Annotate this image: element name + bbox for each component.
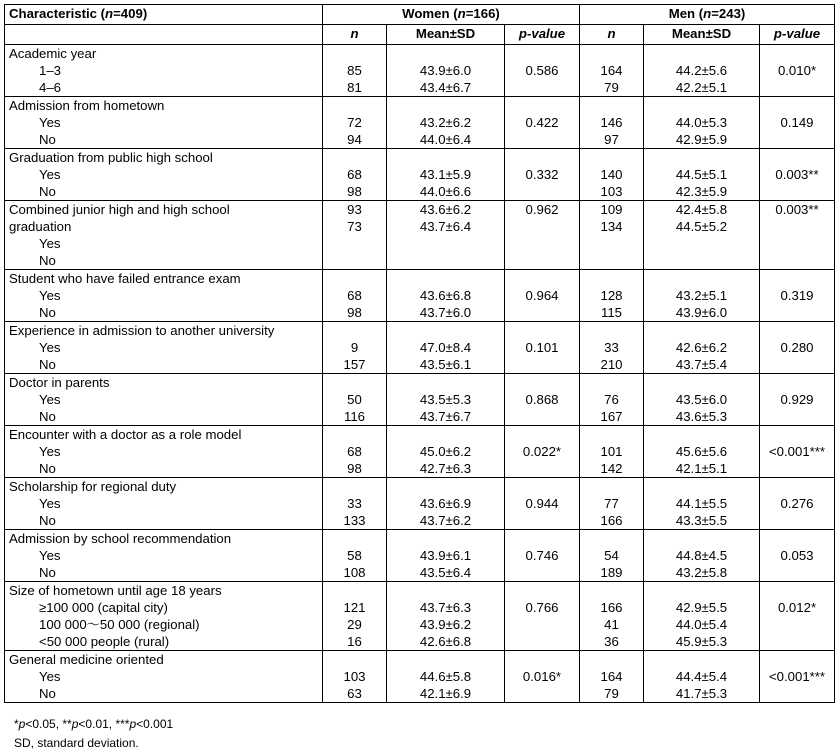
men-n-value: 33: [604, 340, 619, 355]
men-p-header: [760, 25, 835, 45]
table-row: [5, 426, 835, 478]
men-p-cell: [760, 201, 835, 270]
men-p-value: 0.012*: [777, 600, 817, 615]
men-n-cell: [580, 426, 644, 478]
women-p-cell: [505, 149, 580, 201]
women-n-value: 63: [347, 686, 362, 701]
men-mean-value: 43.5±6.0: [675, 392, 728, 407]
characteristic-title: Graduation from public high school: [9, 150, 213, 165]
table-row: [5, 478, 835, 530]
men-p-cell: [760, 45, 835, 97]
characteristic-level: No: [39, 686, 56, 701]
women-p-cell: [505, 582, 580, 651]
men-mean-value: 42.2±5.1: [675, 80, 728, 95]
men-mean-cell: [644, 149, 760, 201]
table-row: [5, 530, 835, 582]
men-mean-cell: [644, 374, 760, 426]
characteristic-level: 4–6: [39, 80, 62, 95]
men-n-value: 115: [600, 305, 623, 320]
characteristic-cell: [5, 45, 323, 97]
characteristic-level: Yes: [39, 444, 61, 459]
characteristic-title: Admission by school recommendation: [9, 531, 232, 546]
men-n-value: 146: [600, 115, 623, 130]
men-n-value: 189: [600, 565, 623, 580]
footnote-significance: *p<0.05, **p<0.01, ***p<0.001: [14, 717, 174, 731]
men-n-cell: [580, 270, 644, 322]
characteristics-table: [4, 4, 835, 703]
men-mean-value: 43.9±6.0: [675, 305, 728, 320]
characteristic-title: Student who have failed entrance exam: [9, 271, 241, 286]
men-mean-value: 43.6±5.3: [675, 409, 728, 424]
women-n-value: 93: [347, 202, 362, 217]
men-mean-value: 44.5±5.2: [675, 219, 728, 234]
women-p-header-label: p-value: [518, 26, 566, 41]
men-n-cell: [580, 478, 644, 530]
women-n-value: 72: [347, 115, 362, 130]
characteristic-cell: [5, 426, 323, 478]
men-mean-cell: [644, 530, 760, 582]
men-mean-cell: [644, 426, 760, 478]
men-n-cell: [580, 374, 644, 426]
women-n-cell: [323, 322, 387, 374]
characteristic-cell: [5, 478, 323, 530]
characteristic-header-label: Characteristic: [9, 6, 97, 21]
characteristic-cell: [5, 149, 323, 201]
women-n-value: 73: [347, 219, 362, 234]
women-n-value: 33: [347, 496, 362, 511]
men-mean-header: Mean±SD: [644, 25, 760, 45]
women-n-value: 29: [347, 617, 362, 632]
characteristic-cell: [5, 322, 323, 374]
subheader-blank: [5, 25, 323, 45]
characteristic-level: <50 000 people (rural): [39, 634, 170, 649]
characteristic-cell: [5, 582, 323, 651]
men-n-value: 164: [600, 669, 623, 684]
characteristic-level: Yes: [39, 340, 61, 355]
characteristic-level: No: [39, 461, 56, 476]
women-p-cell: [505, 270, 580, 322]
women-n-cell: [323, 201, 387, 270]
men-n-header-label: n: [607, 26, 616, 41]
characteristic-level: No: [39, 184, 56, 199]
men-p-cell: [760, 582, 835, 651]
men-mean-value: 43.3±5.5: [675, 513, 728, 528]
characteristic-level: No: [39, 357, 56, 372]
men-mean-value: 44.1±5.5: [675, 496, 728, 511]
men-n-cell: [580, 322, 644, 374]
women-mean-cell: [387, 270, 505, 322]
women-mean-value: 43.9±6.2: [419, 617, 472, 632]
women-p-cell: [505, 97, 580, 149]
women-mean-value: 44.6±5.8: [419, 669, 472, 684]
men-mean-value: 42.4±5.8: [675, 202, 728, 217]
women-p-cell: [505, 201, 580, 270]
men-mean-cell: [644, 201, 760, 270]
men-n-value: 134: [600, 219, 623, 234]
men-mean-value: 42.1±5.1: [675, 461, 728, 476]
table-row: [5, 651, 835, 703]
characteristic-title: Encounter with a doctor as a role model: [9, 427, 242, 442]
women-n-cell: [323, 45, 387, 97]
women-mean-value: 42.6±6.8: [419, 634, 472, 649]
men-mean-value: 41.7±5.3: [675, 686, 728, 701]
women-header: [323, 5, 580, 25]
women-p-cell: [505, 426, 580, 478]
women-p-cell: [505, 651, 580, 703]
subheader-row: [5, 25, 835, 45]
men-n-value: 76: [604, 392, 619, 407]
women-n-value: 81: [347, 80, 362, 95]
men-mean-value: 43.2±5.1: [675, 288, 728, 303]
women-p-value: 0.022*: [522, 444, 562, 459]
table-row: [5, 149, 835, 201]
characteristic-cell: [5, 201, 323, 270]
women-mean-value: 42.7±6.3: [419, 461, 472, 476]
women-mean-cell: [387, 322, 505, 374]
women-mean-cell: [387, 45, 505, 97]
men-n-value: 79: [604, 80, 619, 95]
men-n-cell: [580, 45, 644, 97]
women-mean-value: 42.1±6.9: [419, 686, 472, 701]
men-n-value: 77: [604, 496, 619, 511]
table-body: [5, 45, 835, 703]
table-row: [5, 374, 835, 426]
table-row: [5, 97, 835, 149]
characteristic-level: Yes: [39, 167, 61, 182]
men-n-value: 36: [604, 634, 619, 649]
men-n-value: 54: [604, 548, 619, 563]
men-p-value: <0.001***: [768, 444, 826, 459]
women-p-cell: [505, 530, 580, 582]
women-n-value: 98: [347, 184, 362, 199]
women-n-cell: [323, 651, 387, 703]
men-n-value: 166: [600, 513, 623, 528]
men-p-value: 0.003**: [775, 202, 819, 217]
men-mean-value: 44.8±4.5: [675, 548, 728, 563]
characteristic-level: Yes: [39, 548, 61, 563]
women-p-value: 0.586: [525, 63, 559, 78]
women-p-value: 0.868: [525, 392, 559, 407]
women-mean-cell: [387, 426, 505, 478]
characteristic-level: Yes: [39, 496, 61, 511]
table-row: [5, 201, 835, 270]
women-mean-cell: [387, 530, 505, 582]
characteristic-title: Size of hometown until age 18 years: [9, 583, 222, 598]
men-mean-value: 44.0±5.4: [675, 617, 728, 632]
women-header-label: Women: [402, 6, 450, 21]
women-n-cell: [323, 97, 387, 149]
women-n-value: 98: [347, 461, 362, 476]
women-mean-value: 43.9±6.0: [419, 63, 472, 78]
men-p-value: 0.149: [780, 115, 814, 130]
men-p-value: 0.280: [780, 340, 814, 355]
women-p-value: 0.944: [525, 496, 559, 511]
characteristic-level: Yes: [39, 392, 61, 407]
characteristic-level: Yes: [39, 115, 61, 130]
characteristic-level: ≥100 000 (capital city): [39, 600, 168, 615]
characteristic-title: graduation: [9, 219, 72, 234]
table-wrapper: [4, 4, 834, 703]
characteristic-cell: [5, 530, 323, 582]
women-mean-cell: [387, 149, 505, 201]
women-p-value: 0.964: [525, 288, 559, 303]
women-p-value: 0.766: [525, 600, 559, 615]
men-n-cell: [580, 97, 644, 149]
men-p-cell: [760, 270, 835, 322]
characteristic-title: Admission from hometown: [9, 98, 165, 113]
women-mean-cell: [387, 97, 505, 149]
women-n-value: 85: [347, 63, 362, 78]
men-mean-value: 43.7±5.4: [675, 357, 728, 372]
men-mean-cell: [644, 97, 760, 149]
men-n-value: 140: [600, 167, 623, 182]
women-n-value: 98: [347, 305, 362, 320]
men-n-value: 101: [600, 444, 623, 459]
women-mean-value: 43.7±6.2: [419, 513, 472, 528]
characteristic-level: Yes: [39, 669, 61, 684]
characteristic-header-n: (n=409): [100, 6, 148, 21]
women-p-value: 0.746: [525, 548, 559, 563]
women-mean-value: 43.6±6.8: [419, 288, 472, 303]
men-p-value: 0.929: [780, 392, 814, 407]
men-n-value: 103: [600, 184, 623, 199]
women-n-value: 50: [347, 392, 362, 407]
women-n-value: 68: [347, 444, 362, 459]
women-mean-value: 43.5±6.1: [419, 357, 472, 372]
characteristic-title: Experience in admission to another university: [9, 323, 275, 338]
men-n-value: 166: [600, 600, 623, 615]
men-p-cell: [760, 97, 835, 149]
men-mean-cell: [644, 45, 760, 97]
men-n-value: 164: [600, 63, 623, 78]
women-mean-header: Mean±SD: [387, 25, 505, 45]
women-mean-value: 43.9±6.1: [419, 548, 472, 563]
women-n-value: 133: [343, 513, 366, 528]
men-p-value: <0.001***: [768, 669, 826, 684]
characteristic-level: 100 000～50 000 (regional): [39, 617, 200, 632]
men-mean-value: 42.3±5.9: [675, 184, 728, 199]
men-p-value: 0.319: [780, 288, 814, 303]
women-n-cell: [323, 426, 387, 478]
men-header: [580, 5, 835, 25]
women-p-value: 0.422: [525, 115, 559, 130]
header-row: [5, 5, 835, 25]
women-n-cell: [323, 149, 387, 201]
women-p-header: [505, 25, 580, 45]
men-p-value: 0.003**: [775, 167, 819, 182]
women-p-value: 0.101: [525, 340, 559, 355]
women-mean-value: 43.1±5.9: [419, 167, 472, 182]
men-p-header-label: p-value: [773, 26, 821, 41]
women-p-cell: [505, 478, 580, 530]
women-p-value: 0.016*: [522, 669, 562, 684]
women-mean-value: 43.7±6.0: [419, 305, 472, 320]
men-p-cell: [760, 530, 835, 582]
women-n-value: 16: [347, 634, 362, 649]
women-mean-value: 43.7±6.4: [419, 219, 472, 234]
men-n-cell: [580, 149, 644, 201]
men-n-value: 79: [604, 686, 619, 701]
women-n-value: 9: [350, 340, 359, 355]
women-n-value: 68: [347, 167, 362, 182]
women-p-cell: [505, 45, 580, 97]
men-p-cell: [760, 651, 835, 703]
characteristic-cell: [5, 374, 323, 426]
women-p-cell: [505, 322, 580, 374]
table-row: [5, 270, 835, 322]
women-header-n: (n=166): [453, 6, 500, 21]
characteristic-level: No: [39, 409, 56, 424]
men-mean-value: 43.2±5.8: [675, 565, 728, 580]
characteristic-level: No: [39, 565, 56, 580]
women-mean-value: 43.7±6.7: [419, 409, 472, 424]
women-mean-value: 44.0±6.6: [419, 184, 472, 199]
women-n-cell: [323, 270, 387, 322]
characteristic-title: Doctor in parents: [9, 375, 110, 390]
women-p-cell: [505, 374, 580, 426]
women-n-value: 108: [343, 565, 366, 580]
table-row: [5, 45, 835, 97]
women-n-header: [323, 25, 387, 45]
men-mean-value: 42.9±5.5: [675, 600, 728, 615]
men-mean-value: 42.9±5.9: [675, 132, 728, 147]
men-mean-cell: [644, 651, 760, 703]
men-n-cell: [580, 651, 644, 703]
men-p-cell: [760, 149, 835, 201]
women-n-value: 103: [343, 669, 366, 684]
men-n-value: 210: [600, 357, 623, 372]
men-n-cell: [580, 582, 644, 651]
characteristic-cell: [5, 97, 323, 149]
men-mean-value: 44.2±5.6: [675, 63, 728, 78]
men-n-value: 128: [600, 288, 623, 303]
men-mean-value: 44.5±5.1: [675, 167, 728, 182]
footnote-sd: SD, standard deviation.: [14, 736, 139, 750]
characteristic-level: No: [39, 253, 56, 268]
men-p-cell: [760, 426, 835, 478]
men-p-value: 0.053: [780, 548, 814, 563]
women-n-header-label: n: [350, 26, 359, 41]
men-p-cell: [760, 478, 835, 530]
women-n-value: 68: [347, 288, 362, 303]
women-p-value: 0.332: [525, 167, 559, 182]
women-mean-value: 44.0±6.4: [419, 132, 472, 147]
women-n-value: 116: [343, 409, 366, 424]
men-n-value: 109: [600, 202, 623, 217]
characteristic-title: Academic year: [9, 46, 97, 61]
characteristic-title: Combined junior high and high school: [9, 202, 230, 217]
men-n-value: 97: [604, 132, 619, 147]
characteristic-level: Yes: [39, 236, 61, 251]
women-n-value: 58: [347, 548, 362, 563]
women-mean-value: 43.7±6.3: [419, 600, 472, 615]
women-mean-value: 43.6±6.9: [419, 496, 472, 511]
women-mean-cell: [387, 201, 505, 270]
men-mean-value: 44.4±5.4: [675, 669, 728, 684]
women-n-value: 121: [343, 600, 366, 615]
men-header-n: (n=243): [698, 6, 746, 21]
women-mean-value: 43.5±5.3: [419, 392, 472, 407]
characteristic-level: No: [39, 132, 56, 147]
women-n-cell: [323, 478, 387, 530]
characteristic-level: 1–3: [39, 63, 62, 78]
women-n-cell: [323, 374, 387, 426]
characteristic-level: Yes: [39, 288, 61, 303]
women-mean-value: 43.2±6.2: [419, 115, 472, 130]
women-mean-value: 45.0±6.2: [419, 444, 472, 459]
men-n-value: 167: [600, 409, 623, 424]
men-mean-cell: [644, 582, 760, 651]
men-mean-value: 45.9±5.3: [675, 634, 728, 649]
characteristic-title: Scholarship for regional duty: [9, 479, 177, 494]
women-mean-value: 43.6±6.2: [419, 202, 472, 217]
women-mean-cell: [387, 582, 505, 651]
characteristic-level: No: [39, 513, 56, 528]
women-n-value: 94: [347, 132, 362, 147]
men-p-value: 0.276: [780, 496, 814, 511]
women-n-cell: [323, 530, 387, 582]
men-mean-value: 42.6±6.2: [675, 340, 728, 355]
men-n-value: 142: [600, 461, 623, 476]
women-n-value: 157: [343, 357, 366, 372]
men-n-value: 41: [604, 617, 619, 632]
characteristic-title: General medicine oriented: [9, 652, 164, 667]
men-n-header: [580, 25, 644, 45]
women-n-cell: [323, 582, 387, 651]
table-row: [5, 582, 835, 651]
men-p-cell: [760, 322, 835, 374]
men-header-label: Men: [668, 6, 696, 21]
women-p-value: 0.962: [525, 202, 559, 217]
women-mean-cell: [387, 651, 505, 703]
characteristic-cell: [5, 270, 323, 322]
women-mean-value: 47.0±8.4: [419, 340, 472, 355]
women-mean-cell: [387, 478, 505, 530]
men-n-cell: [580, 201, 644, 270]
men-mean-value: 45.6±5.6: [675, 444, 728, 459]
men-mean-cell: [644, 322, 760, 374]
women-mean-value: 43.5±6.4: [419, 565, 472, 580]
men-n-cell: [580, 530, 644, 582]
characteristic-header: [5, 5, 323, 25]
men-p-cell: [760, 374, 835, 426]
table-row: [5, 322, 835, 374]
women-mean-cell: [387, 374, 505, 426]
men-p-value: 0.010*: [777, 63, 817, 78]
characteristic-cell: [5, 651, 323, 703]
characteristic-level: No: [39, 305, 56, 320]
women-mean-value: 43.4±6.7: [419, 80, 472, 95]
men-mean-cell: [644, 270, 760, 322]
men-mean-value: 44.0±5.3: [675, 115, 728, 130]
men-mean-cell: [644, 478, 760, 530]
